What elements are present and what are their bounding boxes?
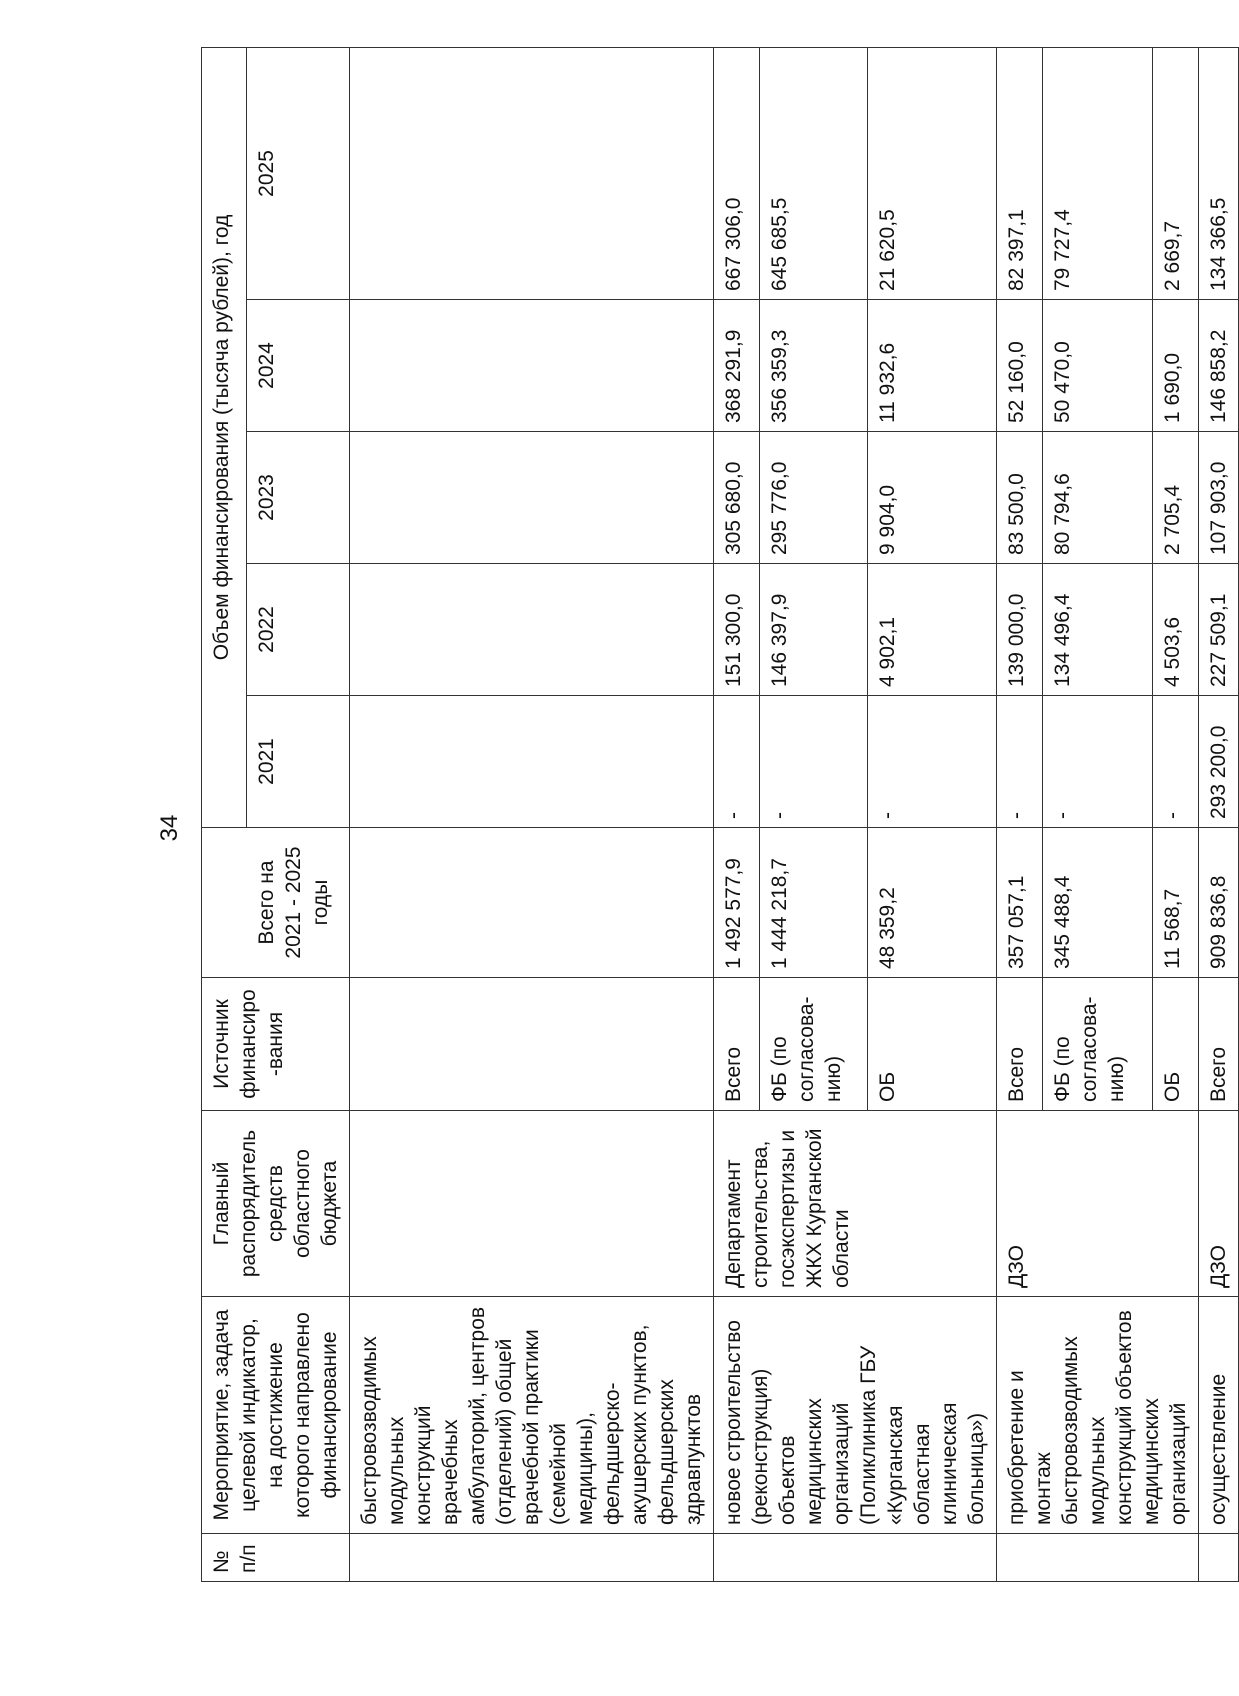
table-row bbox=[997, 47, 1043, 1581]
header-num: № п/п bbox=[202, 1534, 350, 1582]
value-cell: 645 685,5 bbox=[760, 47, 868, 299]
measure-cell: приобретение и монтаж быстровозводимых модульных конструкций объектов медицинских организаций bbox=[997, 1297, 1199, 1534]
value-cell: 667 306,0 bbox=[714, 47, 760, 299]
source-cell: Всего bbox=[997, 978, 1043, 1111]
value-cell: 227 509,1 bbox=[1199, 564, 1239, 696]
source-cell: ОБ bbox=[868, 978, 997, 1111]
cont-num bbox=[350, 1534, 714, 1582]
measure-cell: осуществление bbox=[1199, 1297, 1239, 1534]
cont-year bbox=[350, 696, 714, 828]
value-cell: 50 470,0 bbox=[1043, 300, 1152, 432]
cont-measure: быстровозводимых модульных конструкций врачебных амбулаторий, центров (отделений) общей врачебной практики (семейной медицины), фельдшерско-акушерских пунктов, фельдшерских здравпунктов bbox=[350, 1297, 714, 1534]
row-num bbox=[997, 1534, 1199, 1582]
value-cell: 151 300,0 bbox=[714, 564, 760, 696]
value-cell: 146 858,2 bbox=[1199, 300, 1239, 432]
value-cell: 52 160,0 bbox=[997, 300, 1043, 432]
value-cell: 79 727,4 bbox=[1043, 47, 1152, 299]
value-cell: 139 000,0 bbox=[997, 564, 1043, 696]
value-cell: 82 397,1 bbox=[997, 47, 1043, 299]
header-blank bbox=[202, 828, 247, 978]
value-cell: 11 932,6 bbox=[868, 300, 997, 432]
rotated-table-wrapper bbox=[201, 48, 1230, 1582]
value-cell: 107 903,0 bbox=[1199, 432, 1239, 564]
continuation-row bbox=[350, 47, 714, 1581]
source-cell: Всего bbox=[714, 978, 760, 1111]
cont-year bbox=[350, 432, 714, 564]
value-cell: 2 669,7 bbox=[1152, 47, 1198, 299]
value-cell: - bbox=[997, 696, 1043, 828]
value-cell: 4 902,1 bbox=[868, 564, 997, 696]
header-funding-group: Объем финансирования (тысяча рублей), год bbox=[202, 47, 247, 827]
cont-manager bbox=[350, 1111, 714, 1297]
total-cell: 909 836,8 bbox=[1199, 828, 1239, 978]
header-measure: Мероприятие, задача целевой индикатор, на достижение которого направлено финансирование bbox=[202, 1297, 350, 1534]
row-num bbox=[1199, 1534, 1239, 1582]
value-cell: - bbox=[760, 696, 868, 828]
source-cell: Всего bbox=[1199, 978, 1239, 1111]
value-cell: - bbox=[1043, 696, 1152, 828]
value-cell: 2 705,4 bbox=[1152, 432, 1198, 564]
value-cell: 80 794,6 bbox=[1043, 432, 1152, 564]
cont-year bbox=[350, 47, 714, 299]
source-cell: ОБ bbox=[1152, 978, 1198, 1111]
value-cell: 134 496,4 bbox=[1043, 564, 1152, 696]
cont-year bbox=[350, 564, 714, 696]
header-year: 2024 bbox=[247, 300, 350, 432]
header-source: Источник финансиро-вания bbox=[202, 978, 350, 1111]
value-cell: - bbox=[714, 696, 760, 828]
value-cell: 1 690,0 bbox=[1152, 300, 1198, 432]
cont-year bbox=[350, 300, 714, 432]
value-cell: 134 366,5 bbox=[1199, 47, 1239, 299]
measure-cell: новое строительство (реконструкция) объектов медицинских организаций (Поликлиника ГБУ «Курганская областная клиническая больница») bbox=[714, 1297, 997, 1534]
header-year: 2021 bbox=[247, 696, 350, 828]
value-cell: 146 397,9 bbox=[760, 564, 868, 696]
page-number: 34 bbox=[156, 814, 183, 842]
value-cell: 295 776,0 bbox=[760, 432, 868, 564]
header-year: 2022 bbox=[247, 564, 350, 696]
source-cell: ФБ (по согласова-нию) bbox=[760, 978, 868, 1111]
value-cell: 21 620,5 bbox=[868, 47, 997, 299]
manager-cell: Департамент строительства, госэкспертизы и ЖКХ Курганской области bbox=[714, 1111, 997, 1297]
source-cell: ФБ (по согласова-нию) bbox=[1043, 978, 1152, 1111]
total-cell: 11 568,7 bbox=[1152, 828, 1198, 978]
funding-table bbox=[201, 47, 1239, 1582]
value-cell: 293 200,0 bbox=[1199, 696, 1239, 828]
value-cell: - bbox=[868, 696, 997, 828]
table-row bbox=[714, 47, 760, 1581]
cont-total bbox=[350, 828, 714, 978]
row-num bbox=[714, 1534, 997, 1582]
value-cell: 4 503,6 bbox=[1152, 564, 1198, 696]
header-year: 2023 bbox=[247, 432, 350, 564]
total-cell: 1 444 218,7 bbox=[760, 828, 868, 978]
value-cell: - bbox=[1152, 696, 1198, 828]
manager-cell: ДЗО bbox=[997, 1111, 1199, 1297]
value-cell: 368 291,9 bbox=[714, 300, 760, 432]
value-cell: 83 500,0 bbox=[997, 432, 1043, 564]
header-total: Всего на 2021 - 2025 годы bbox=[247, 828, 350, 978]
total-cell: 345 488,4 bbox=[1043, 828, 1152, 978]
header-year: 2025 bbox=[247, 47, 350, 299]
value-cell: 305 680,0 bbox=[714, 432, 760, 564]
value-cell: 9 904,0 bbox=[868, 432, 997, 564]
table-row bbox=[1199, 47, 1239, 1581]
total-cell: 1 492 577,9 bbox=[714, 828, 760, 978]
manager-cell: ДЗО bbox=[1199, 1111, 1239, 1297]
header-manager: Главный распорядитель средств областного бюджета bbox=[202, 1111, 350, 1297]
header-row-1 bbox=[202, 47, 247, 1581]
total-cell: 357 057,1 bbox=[997, 828, 1043, 978]
value-cell: 356 359,3 bbox=[760, 300, 868, 432]
total-cell: 48 359,2 bbox=[868, 828, 997, 978]
cont-source bbox=[350, 978, 714, 1111]
